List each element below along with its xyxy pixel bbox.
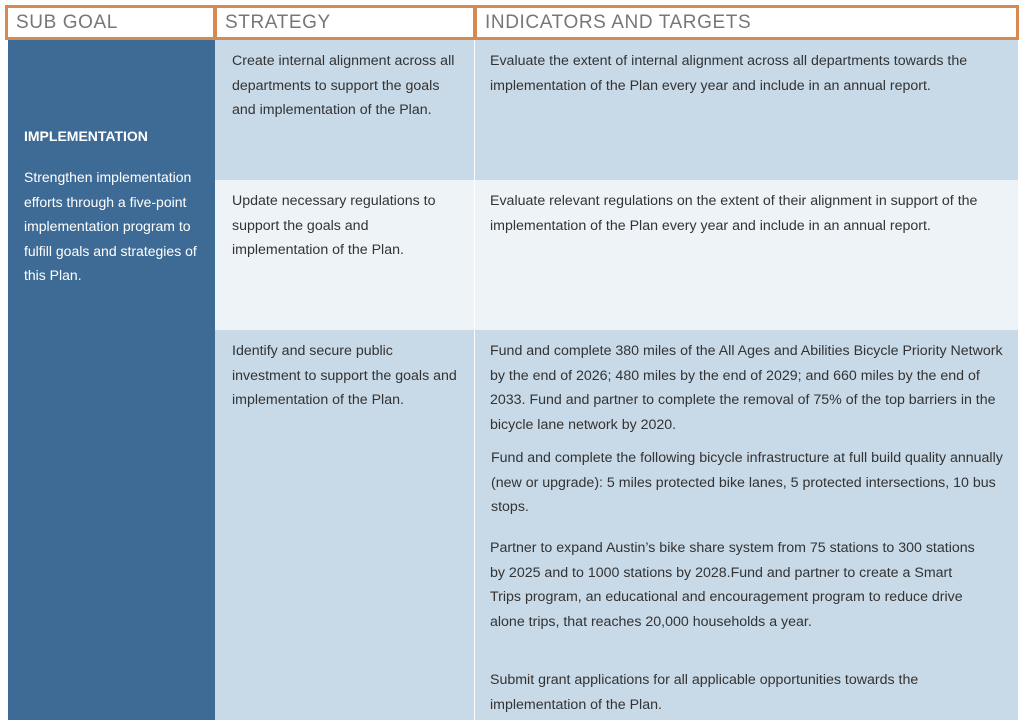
- indicator-paragraph-bike-share: Partner to expand Austin’s bike share system from 75 stations to 300 stations by 2025 and to 1000 stations by 2028.Fund and partner to create a Smart Trips program, an educational and encouragement program to reduce drive alone trips, that reaches 20,000 households a year.: [490, 540, 975, 630]
- strategy-cell-2: Update necessary regulations to support the goals and implementation of the Plan.: [215, 180, 475, 330]
- indicator-cell-2: Evaluate relevant regulations on the extent of their alignment in support of the implementation of the Plan every year and include in an annual report.: [475, 180, 1018, 330]
- column-divider: [474, 40, 475, 720]
- header-indicators: INDICATORS AND TARGETS: [474, 5, 1019, 40]
- sub-goal-title: IMPLEMENTATION: [24, 128, 148, 144]
- header-sub-goal: SUB GOAL: [5, 5, 216, 40]
- indicator-paragraph-infrastructure: Fund and complete the following bicycle infrastructure at full build quality annually (new or upgrade): 5 miles protected bike lanes, 5 protected intersections, 10 bus stops.: [491, 450, 1003, 516]
- indicator-cell-1: Evaluate the extent of internal alignment across all departments towards the implementation of the Plan every year and include in an annual report.: [475, 40, 1018, 180]
- sub-goal-description: Strengthen implementation efforts through a five-point implementation program to fulfill goals and strategies of this Plan.: [24, 169, 197, 284]
- indicator-cell-3: [475, 330, 1018, 720]
- header-strategy: STRATEGY: [214, 5, 476, 40]
- indicator-paragraph-grants: Submit grant applications for all applicable opportunities towards the implementation of the Plan.: [490, 672, 919, 713]
- strategy-cell-3: Identify and secure public investment to support the goals and implementation of the Plan.: [215, 330, 475, 720]
- strategy-cell-1: Create internal alignment across all departments to support the goals and implementation of the Plan.: [215, 40, 475, 180]
- indicator-paragraph-network: Fund and complete 380 miles of the All Ages and Abilities Bicycle Priority Network by the end of 2026; 480 miles by the end of 2029; and 660 miles by the end of 2033. Fund and partner to complete the removal of 75% of the top barriers in the bicycle lane network by 2020.: [490, 343, 1003, 433]
- sub-goal-cell: [8, 40, 215, 720]
